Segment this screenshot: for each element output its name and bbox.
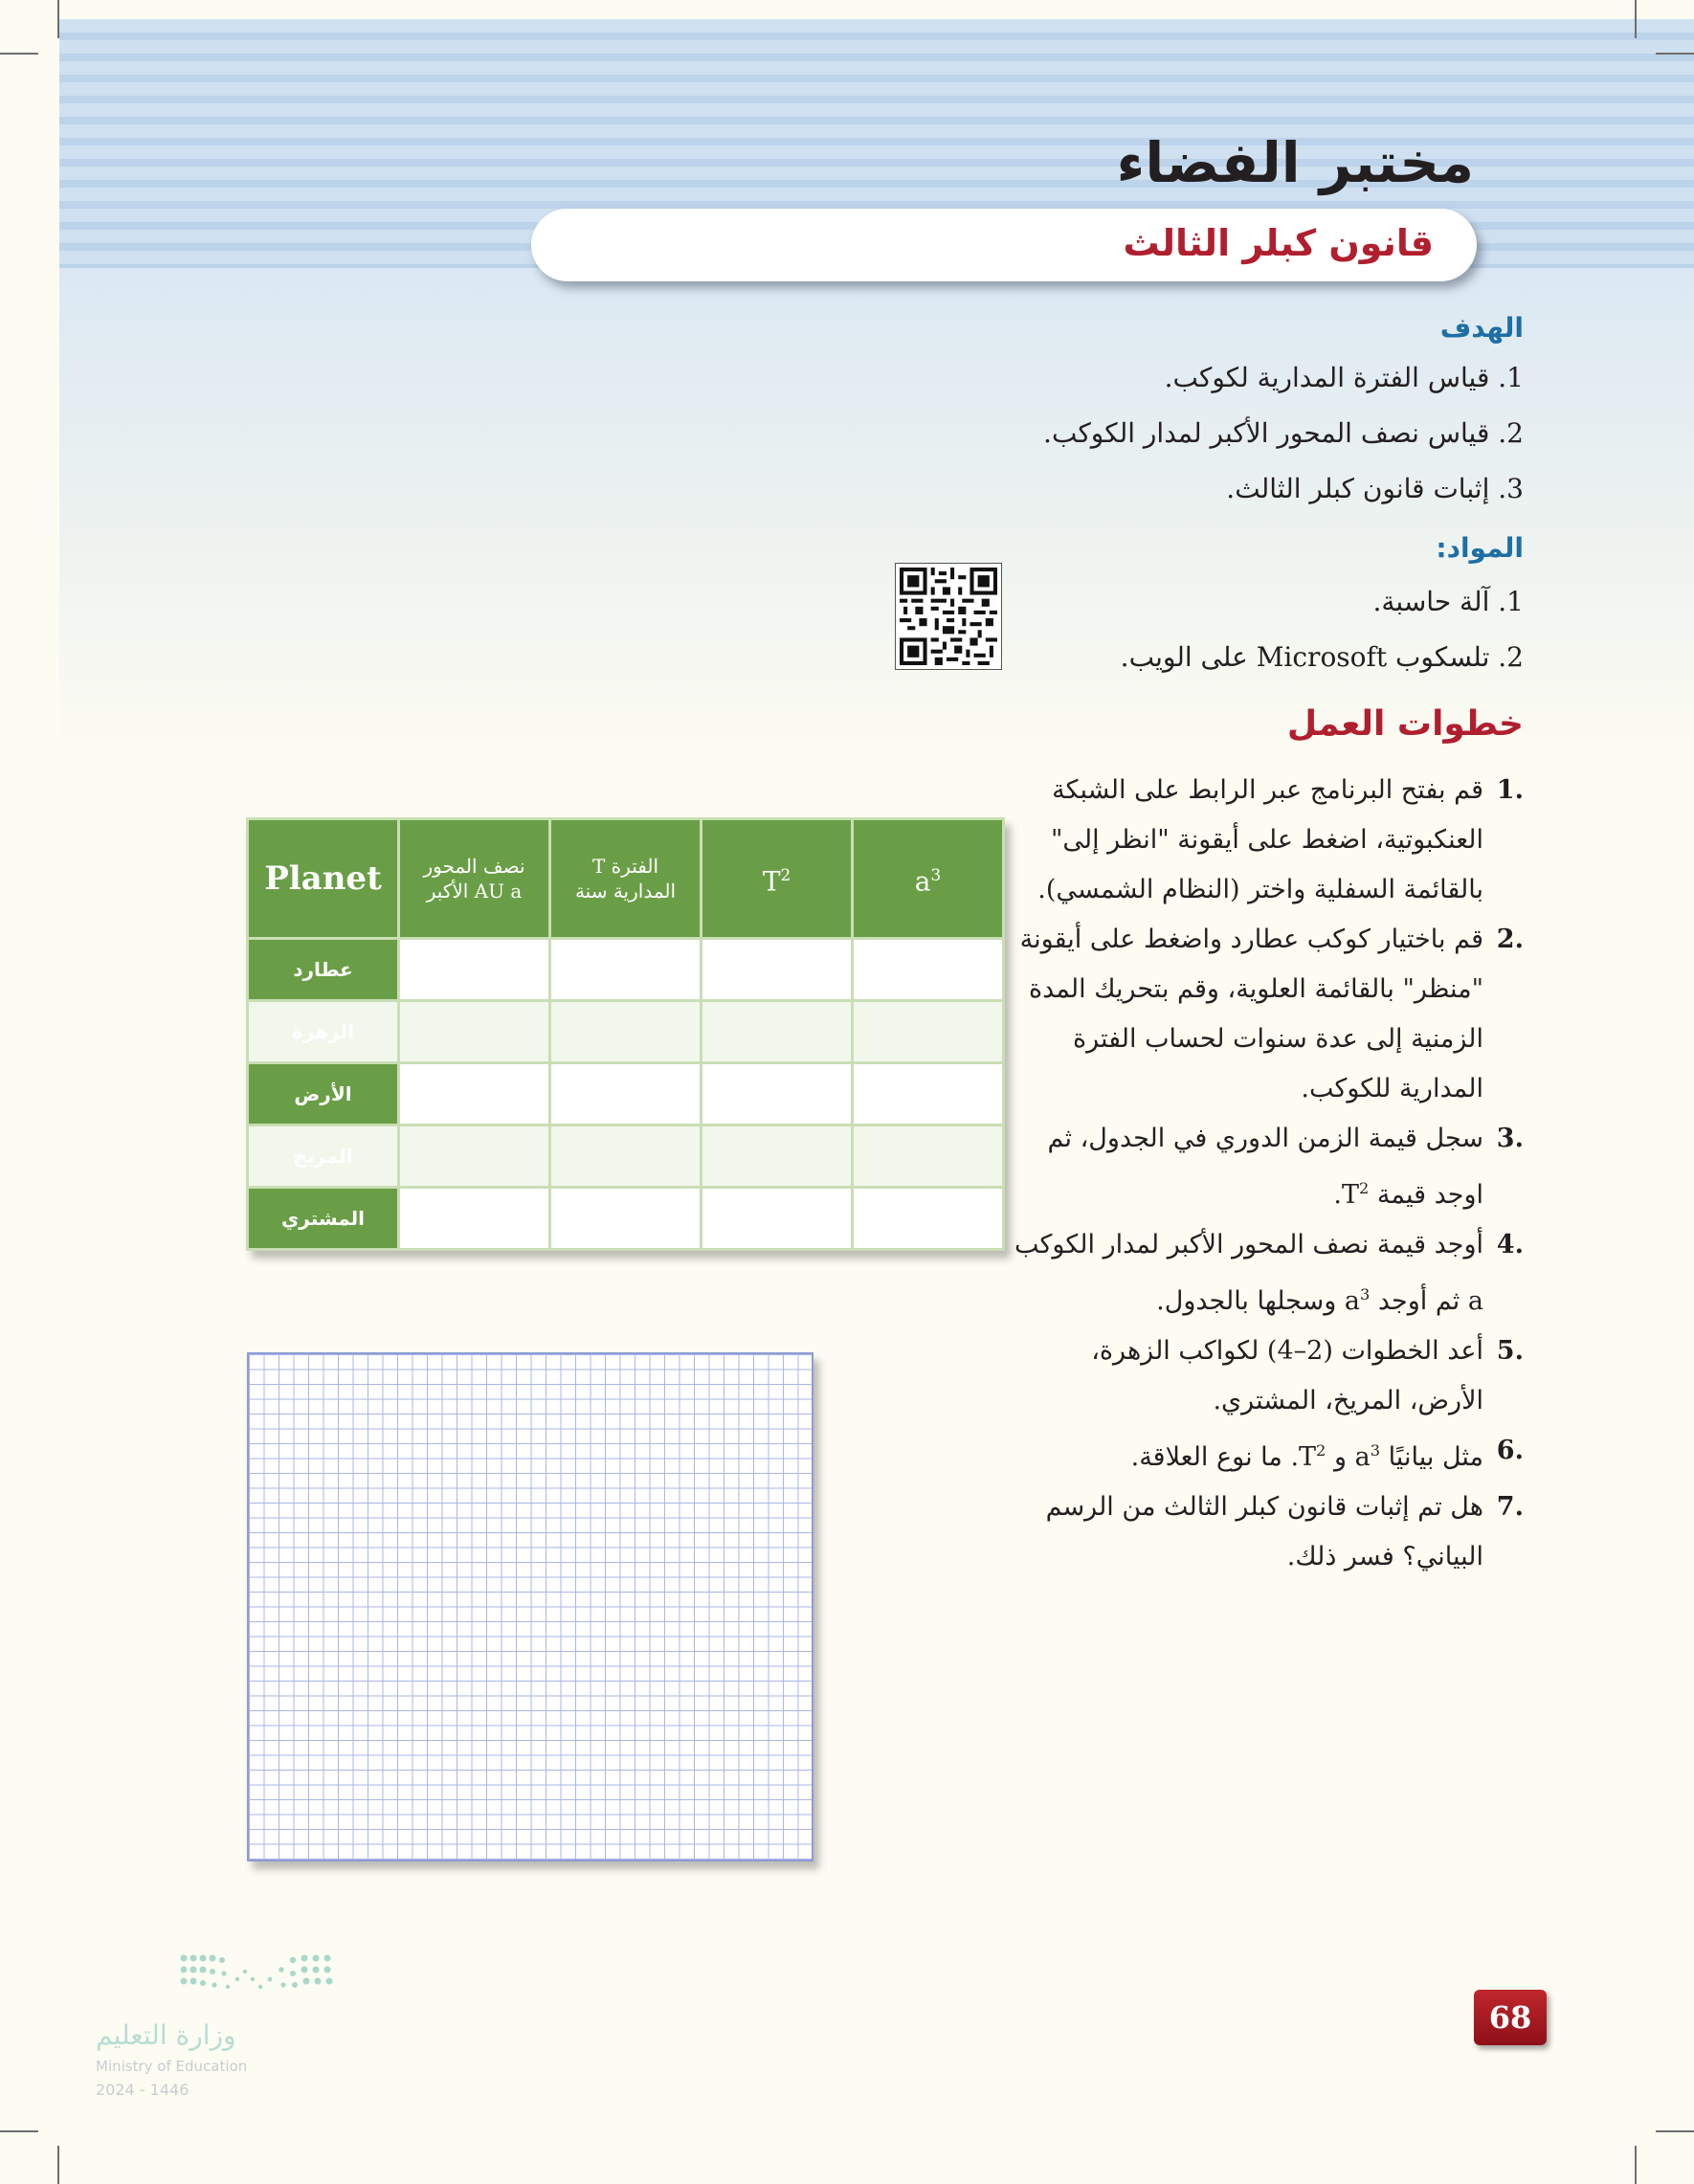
table-row: [248, 1063, 1004, 1125]
step-text-part: أوجد قيمة نصف المحور الأكبر لمدار الكوكب a ثم أوجد a: [1014, 1230, 1483, 1316]
objective-list: [1043, 354, 1524, 521]
col-header-planet: Planet: [248, 819, 399, 939]
materials-list: [1121, 578, 1524, 689]
ministry-name-arabic: وزارة التعليم: [96, 2019, 236, 2051]
input-cell[interactable]: [399, 1188, 550, 1250]
superscript: 3: [1359, 1285, 1371, 1304]
input-cell[interactable]: [550, 1125, 702, 1188]
crop-mark: [1656, 53, 1694, 55]
table-row: [248, 1001, 1004, 1063]
table-row: [248, 1125, 1004, 1188]
input-cell[interactable]: [702, 939, 853, 1001]
crop-mark: [57, 0, 59, 38]
list-item: 1. آلة حاسبة.: [1372, 586, 1524, 617]
header-line: الفترة T: [591, 855, 659, 878]
input-cell[interactable]: [702, 1125, 853, 1188]
crop-mark: [0, 2130, 38, 2132]
superscript: 3: [1370, 1441, 1380, 1460]
ministry-logo: [96, 1950, 345, 2113]
input-cell[interactable]: [702, 1188, 853, 1250]
step-item: [1014, 1220, 1524, 1326]
step-text: [1014, 1426, 1483, 1482]
step-item: [1014, 766, 1524, 915]
step-number: .2: [1496, 925, 1524, 954]
step-text-part: .: [1333, 1180, 1342, 1210]
step-number: .1: [1496, 775, 1524, 805]
col-header-t-squared: [702, 819, 853, 939]
materials-heading: المواد:: [1436, 532, 1524, 564]
input-cell[interactable]: [853, 1125, 1004, 1188]
step-number: .3: [1496, 1124, 1524, 1153]
input-cell[interactable]: [399, 1125, 550, 1188]
step-item: [1014, 915, 1524, 1114]
header-base: T: [762, 865, 781, 898]
graph-paper[interactable]: [247, 1352, 814, 1861]
col-header-orbital-period: [550, 819, 702, 939]
input-cell[interactable]: [550, 1001, 702, 1063]
step-text: قم باختيار كوكب عطارد واضغط على أيقونة "منظر" بالقائمة العلوية، وقم بتحريك المدة الزمنية إلى عدة سنوات لحساب الفترة المدارية للكوكب.: [1019, 925, 1483, 1103]
step-text-part: سجل قيمة الزمن الدوري في الجدول، ثم اوجد قيمة T: [1047, 1124, 1483, 1210]
input-cell[interactable]: [550, 939, 702, 1001]
step-text: قم بفتح البرنامج عبر الرابط على الشبكة العنكبوتية، اضغط على أيقونة "انظر إلى" بالقائمة السفلية واختر (النظام الشمسي).: [1037, 775, 1483, 904]
superscript: 3: [930, 865, 942, 885]
input-cell[interactable]: [853, 1188, 1004, 1250]
step-item: [1014, 1114, 1524, 1220]
ministry-dots-logo: [178, 1950, 341, 2008]
input-cell[interactable]: [853, 939, 1004, 1001]
header-line: AU a الأكبر: [426, 880, 523, 903]
page-number: 68: [1474, 1990, 1547, 2045]
step-text-part: مثل بيانيًا a: [1354, 1442, 1483, 1472]
subtitle: قانون كبلر الثالث: [1123, 222, 1434, 264]
col-header-semi-major-axis: [399, 819, 550, 939]
qr-code-graphic: [900, 568, 997, 665]
step-number: .4: [1496, 1230, 1524, 1259]
list-item: 1. قياس الفترة المدارية لكوكب.: [1164, 362, 1524, 393]
input-cell[interactable]: [702, 1063, 853, 1125]
superscript: 2: [1316, 1441, 1326, 1460]
step-text: [1014, 1220, 1483, 1326]
col-header-a-cubed: [853, 819, 1004, 939]
crop-mark: [57, 2146, 59, 2184]
step-text: هل تم إثبات قانون كبلر الثالث من الرسم البياني؟ فسر ذلك.: [1045, 1492, 1483, 1571]
step-item: [1014, 1482, 1524, 1582]
planet-name: الأرض: [248, 1063, 399, 1125]
objective-heading: الهدف: [1439, 312, 1524, 344]
crop-mark: [1635, 2146, 1637, 2184]
steps-list: [1014, 766, 1524, 1582]
step-item: [1014, 1326, 1524, 1426]
table-row: [248, 1188, 1004, 1250]
header-line: نصف المحور: [423, 855, 525, 878]
edition-year: 2024 - 1446: [96, 2081, 189, 2099]
input-cell[interactable]: [399, 1063, 550, 1125]
list-item: 2. قياس نصف المحور الأكبر لمدار الكوكب.: [1043, 417, 1524, 449]
input-cell[interactable]: [702, 1001, 853, 1063]
input-cell[interactable]: [550, 1188, 702, 1250]
planet-data-table: [246, 817, 1005, 1251]
superscript: 2: [780, 865, 791, 885]
table-row: [248, 939, 1004, 1001]
qr-code-icon[interactable]: [895, 563, 1002, 670]
input-cell[interactable]: [853, 1063, 1004, 1125]
crop-mark: [0, 53, 38, 55]
step-text-part: وسجلها بالجدول.: [1156, 1286, 1345, 1316]
step-text: [1014, 1114, 1483, 1220]
step-text: أعد الخطوات (2–4) لكواكب الزهرة، الأرض، المريخ، المشتري.: [1091, 1336, 1483, 1415]
step-item: [1014, 1426, 1524, 1482]
steps-heading: خطوات العمل: [1286, 704, 1524, 744]
step-number: .7: [1496, 1492, 1524, 1522]
crop-mark: [1635, 0, 1637, 38]
ministry-name-english: Ministry of Education: [96, 2058, 248, 2075]
input-cell[interactable]: [550, 1063, 702, 1125]
crop-mark: [1656, 2130, 1694, 2132]
list-item: 3. إثبات قانون كبلر الثالث.: [1226, 473, 1524, 504]
subtitle-banner: [531, 209, 1477, 281]
input-cell[interactable]: [399, 1001, 550, 1063]
header-base: a: [914, 865, 931, 898]
step-text-part: . ما نوع العلاقة.: [1130, 1442, 1300, 1472]
lab-title: مختبر الفضاء: [1116, 130, 1474, 195]
planet-name: المشتري: [248, 1188, 399, 1250]
step-number: .5: [1496, 1336, 1524, 1366]
header-line: المدارية سنة: [574, 880, 677, 903]
step-text-part: و T: [1299, 1442, 1355, 1472]
planet-name: الزهرة: [248, 1001, 399, 1063]
step-number: .6: [1496, 1436, 1524, 1465]
input-cell[interactable]: [399, 939, 550, 1001]
list-item: 2. تلسكوب Microsoft على الويب.: [1120, 641, 1524, 673]
input-cell[interactable]: [853, 1001, 1004, 1063]
planet-name: عطارد: [248, 939, 399, 1001]
superscript: 2: [1358, 1179, 1370, 1197]
planet-name: المريخ: [248, 1125, 399, 1188]
table-header-row: [248, 819, 1004, 939]
